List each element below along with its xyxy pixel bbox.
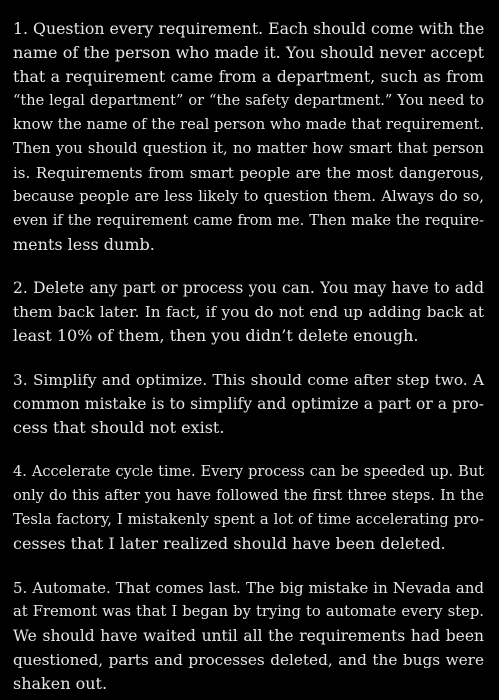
- text-line: is. Requirements from smart people are the most dangerous,: [13, 164, 484, 182]
- text-line: know the name of the real person who made that requirement.: [13, 116, 485, 133]
- text-line: them back later. In fact, if you do not end up adding back at: [13, 303, 484, 321]
- text-line: even if the requirement came from me. Then make the require-: [13, 213, 484, 229]
- text-line: Tesla factory, I mistakenly spent a lot of time accelerating pro-: [13, 511, 484, 528]
- text-line: that a requirement came from a department, such as from: [13, 67, 484, 86]
- text-line: questioned, parts and processes deleted, and the bugs were: [13, 651, 484, 669]
- text-line: at Fremont was that I began by trying to automate every step.: [13, 603, 484, 620]
- text-line: cess that should not exist.: [13, 418, 225, 437]
- text-line: least 10% of them, then you didn’t delete enough.: [13, 326, 419, 345]
- text-line: Then you should question it, no matter how smart that person: [13, 140, 484, 157]
- text-line: cesses that I later realized should have been deleted.: [13, 534, 446, 553]
- text-line: We should have waited until all the requirements had been: [13, 627, 484, 645]
- paragraph-1-question-requirements: [13, 17, 484, 257]
- text-line: name of the person who made it. You should never accept: [13, 43, 484, 62]
- paragraph-4-accelerate-cycle-time: [13, 460, 484, 556]
- text-line: “the legal department” or “the safety department.” You need to: [13, 93, 484, 109]
- paragraph-2-delete-parts: [13, 276, 484, 348]
- text-line: ments less dumb.: [13, 235, 155, 254]
- text-line: common mistake is to simplify and optimize a part or a pro-: [13, 395, 484, 413]
- text-line: shaken out.: [13, 674, 108, 693]
- text-line: 5. Automate. That comes last. The big mistake in Nevada and: [13, 579, 484, 597]
- text-line: 4. Accelerate cycle time. Every process can be speeded up. But: [13, 464, 484, 480]
- text-line: 3. Simplify and optimize. This should come after step two. A: [13, 371, 484, 389]
- paragraph-5-automate: [13, 576, 484, 696]
- text-line: because people are less likely to question them. Always do so,: [13, 188, 484, 205]
- text-line: only do this after you have followed the first three steps. In the: [13, 488, 484, 504]
- text-line: 1. Question every requirement. Each should come with the: [13, 19, 485, 38]
- text-line: 2. Delete any part or process you can. You may have to add: [13, 279, 484, 297]
- paragraph-3-simplify-optimize: [13, 368, 484, 440]
